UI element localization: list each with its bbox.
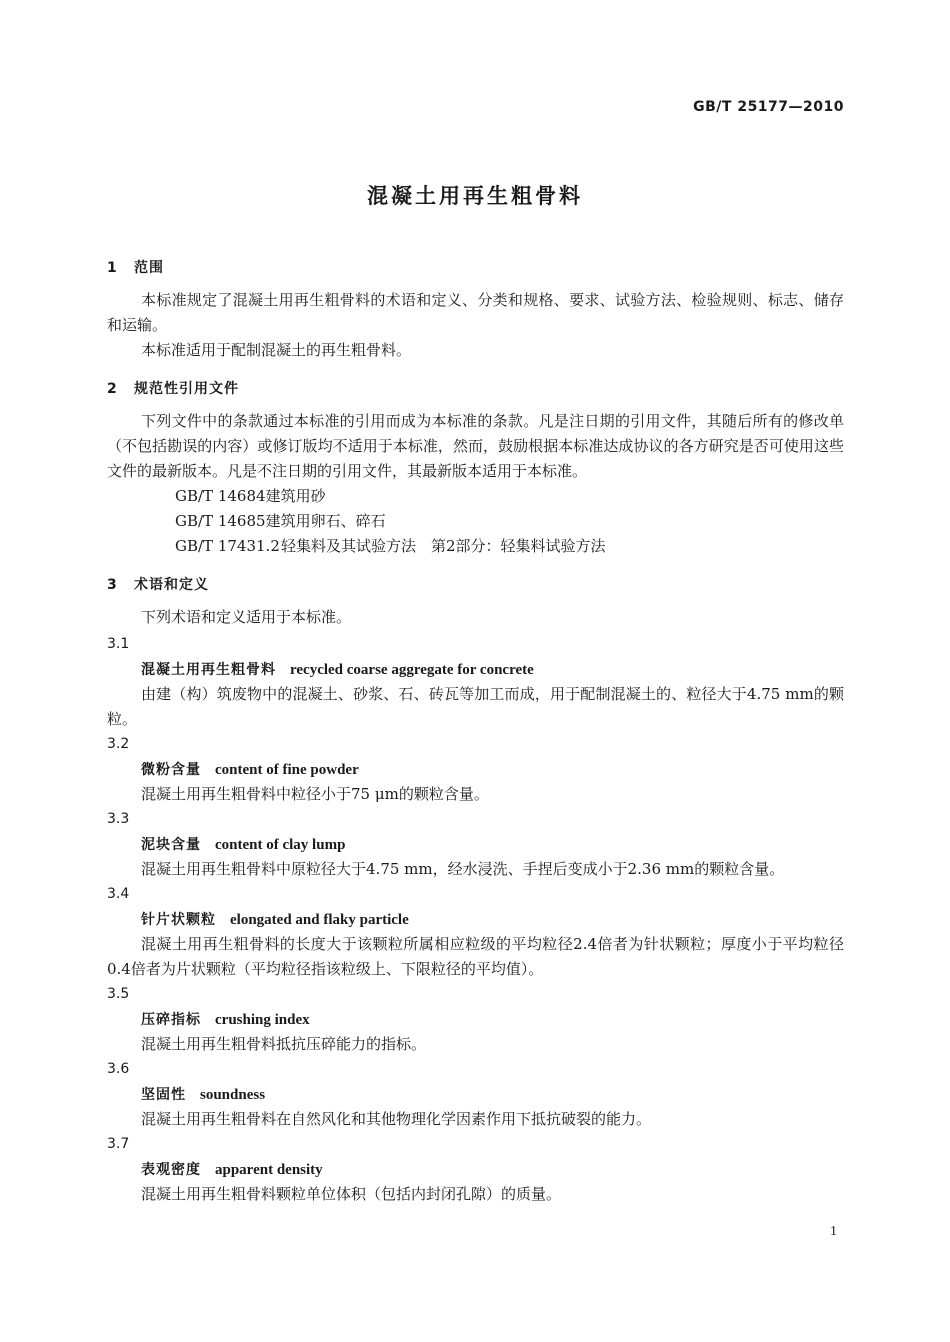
term-definition: 混凝土用再生粗骨料抵抗压碎能力的指标。 [141, 1035, 427, 1053]
reference-name: 建筑用卵石、碎石 [265, 512, 386, 530]
reference-code: GB/T 14685 [175, 512, 266, 530]
paragraph: 下列术语和定义适用于本标准。 [141, 608, 352, 626]
term-chinese: 泥块含量 [141, 837, 201, 853]
term-number: 3.3 [107, 811, 130, 827]
term-english: content of clay lump [215, 837, 346, 853]
document-body [107, 256, 844, 1207]
term-heading [107, 1007, 844, 1032]
term-english: elongated and flaky particle [230, 912, 409, 928]
term-definition: 混凝土用再生粗骨料在自然风化和其他物理化学因素作用下抵抗破裂的能力。 [141, 1110, 652, 1128]
term-chinese: 压碎指标 [141, 1012, 201, 1028]
reference-item [107, 484, 844, 509]
section-title: 术语和定义 [134, 577, 209, 593]
term-number: 3.1 [107, 636, 130, 652]
term-chinese: 混凝土用再生粗骨料 [141, 662, 276, 678]
term-number: 3.5 [107, 986, 130, 1002]
paragraph: 本标准规定了混凝土用再生粗骨料的术语和定义、分类和规格、要求、试验方法、检验规则、标志、储存和运输。 [107, 291, 844, 334]
section-title: 规范性引用文件 [134, 381, 239, 397]
term-english: recycled coarse aggregate for concrete [290, 662, 534, 678]
term-heading [107, 832, 844, 857]
paragraph: 本标准适用于配制混凝土的再生粗骨料。 [141, 341, 412, 359]
section-number: 2 [107, 381, 118, 397]
reference-name: 建筑用砂 [265, 487, 326, 505]
section-title: 范围 [134, 260, 164, 276]
reference-item [107, 509, 844, 534]
term-english: crushing index [215, 1012, 310, 1028]
term-number: 3.7 [107, 1136, 130, 1152]
term-chinese: 坚固性 [141, 1087, 186, 1103]
term-number: 3.6 [107, 1061, 130, 1077]
term-heading [107, 757, 844, 782]
term-english: soundness [200, 1087, 266, 1103]
term-heading [107, 907, 844, 932]
document-title: 混凝土用再生粗骨料 [367, 184, 583, 208]
term-chinese: 针片状颗粒 [141, 912, 216, 928]
section-heading-terms-and-definitions [107, 573, 844, 598]
paragraph: 下列文件中的条款通过本标准的引用而成为本标准的条款。凡是注日期的引用文件，其随后所有的修改单（不包括勘误的内容）或修订版均不适用于本标准，然而，鼓励根据本标准达成协议的各方研究是否可使用这些文件的最新版本。凡是不注日期的引用文件，其最新版本适用于本标准。 [107, 412, 844, 480]
term-definition: 混凝土用再生粗骨料中粒径小于75 μm的颗粒含量。 [141, 785, 489, 803]
term-heading [107, 1082, 844, 1107]
term-english: content of fine powder [215, 762, 359, 778]
reference-code: GB/T 14684 [175, 487, 266, 505]
term-definition: 由建（构）筑废物中的混凝土、砂浆、石、砖瓦等加工而成，用于配制混凝土的、粒径大于4.75 mm的颗粒。 [107, 685, 844, 728]
term-number: 3.4 [107, 886, 130, 902]
reference-code: GB/T 17431.2 [175, 537, 280, 555]
term-definition: 混凝土用再生粗骨料的长度大于该颗粒所属相应粒级的平均粒径2.4倍者为针状颗粒；厚度小于平均粒径0.4倍者为片状颗粒（平均粒径指该粒级上、下限粒径的平均值）。 [107, 935, 844, 978]
standard-number: GB/T 25177—2010 [693, 99, 844, 115]
section-heading-scope [107, 256, 844, 281]
term-heading [107, 1157, 844, 1182]
term-number: 3.2 [107, 736, 130, 752]
term-english: apparent density [215, 1162, 323, 1178]
section-heading-normative-references [107, 377, 844, 402]
term-definition: 混凝土用再生粗骨料中原粒径大于4.75 mm，经水浸洗、手捏后变成小于2.36 mm的颗粒含量。 [141, 860, 785, 878]
term-chinese: 微粉含量 [141, 762, 201, 778]
reference-name: 轻集料及其试验方法 第2部分：轻集料试验方法 [281, 537, 606, 555]
reference-item [107, 534, 844, 559]
section-number: 1 [107, 260, 118, 276]
term-heading [107, 657, 844, 682]
page-number: 1 [830, 1224, 837, 1239]
term-definition: 混凝土用再生粗骨料颗粒单位体积（包括内封闭孔隙）的质量。 [141, 1185, 562, 1203]
section-number: 3 [107, 577, 118, 593]
term-chinese: 表观密度 [141, 1162, 201, 1178]
